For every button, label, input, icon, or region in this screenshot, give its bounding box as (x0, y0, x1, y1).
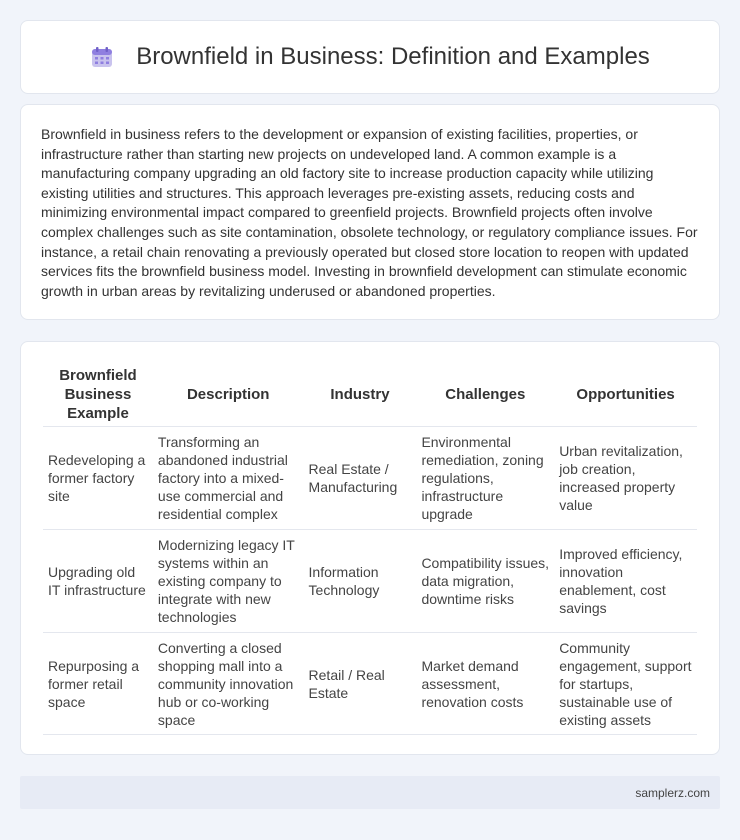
cell-example: Upgrading old IT infrastructure (43, 529, 153, 632)
cell-example: Repurposing a former retail space (43, 632, 153, 735)
table-row (43, 529, 697, 632)
header-industry: Industry (330, 386, 390, 403)
cell-challenges: Compatibility issues, data migration, downtime risks (416, 529, 554, 632)
header-opportunities: Opportunities (576, 386, 675, 403)
cell-opportunities: Urban revitalization, job creation, increased property value (554, 426, 697, 529)
intro-card (20, 104, 720, 320)
table-row (43, 426, 697, 529)
examples-table (43, 362, 697, 735)
cell-industry: Information Technology (304, 529, 417, 632)
cell-description: Transforming an abandoned industrial factory into a mixed-use commercial and residential complex (153, 426, 304, 529)
cell-challenges: Market demand assessment, renovation costs (416, 632, 554, 735)
cell-opportunities: Community engagement, support for startups, sustainable use of existing assets (554, 632, 697, 735)
footer-site-link[interactable]: samplerz.com (635, 785, 710, 800)
calendar-icon (90, 45, 114, 69)
title-card (20, 20, 720, 94)
cell-industry: Real Estate / Manufacturing (304, 426, 417, 529)
cell-opportunities: Improved efficiency, innovation enablement, cost savings (554, 529, 697, 632)
intro-text: Brownfield in business refers to the development or expansion of existing facilities, properties, or infrastructure rather than starting new projects on undeveloped land. A common example is a manufacturing company upgrading an old factory site to increase production capacity while utilizing existing utilities and structures. This approach leverages pre-existing assets, reducing costs and minimizing environmental impact compared to greenfield projects. Brownfield projects often involve complex challenges such as site contamination, obsolete technology, or regulatory compliance issues. For instance, a retail chain renovating a previously operated but closed store location to reopen with updated services fits the brownfield business model. Investing in brownfield development can stimulate economic growth in urban areas by revitalizing underused or abandoned properties. (41, 126, 698, 299)
table-card (20, 341, 720, 755)
page-title: Brownfield in Business: Definition and Examples (136, 43, 650, 70)
cell-industry: Retail / Real Estate (304, 632, 417, 735)
cell-description: Converting a closed shopping mall into a community innovation hub or co-working space (153, 632, 304, 735)
cell-description: Modernizing legacy IT systems within an existing company to integrate with new technologies (153, 529, 304, 632)
cell-example: Redeveloping a former factory site (43, 426, 153, 529)
header-challenges: Challenges (445, 386, 526, 403)
header-example: Brownfield Business Example (59, 367, 137, 422)
table-row (43, 632, 697, 735)
table-header-row (43, 362, 697, 426)
header-description: Description (186, 386, 270, 403)
footer (20, 776, 720, 809)
cell-challenges: Environmental remediation, zoning regulations, infrastructure upgrade (416, 426, 554, 529)
